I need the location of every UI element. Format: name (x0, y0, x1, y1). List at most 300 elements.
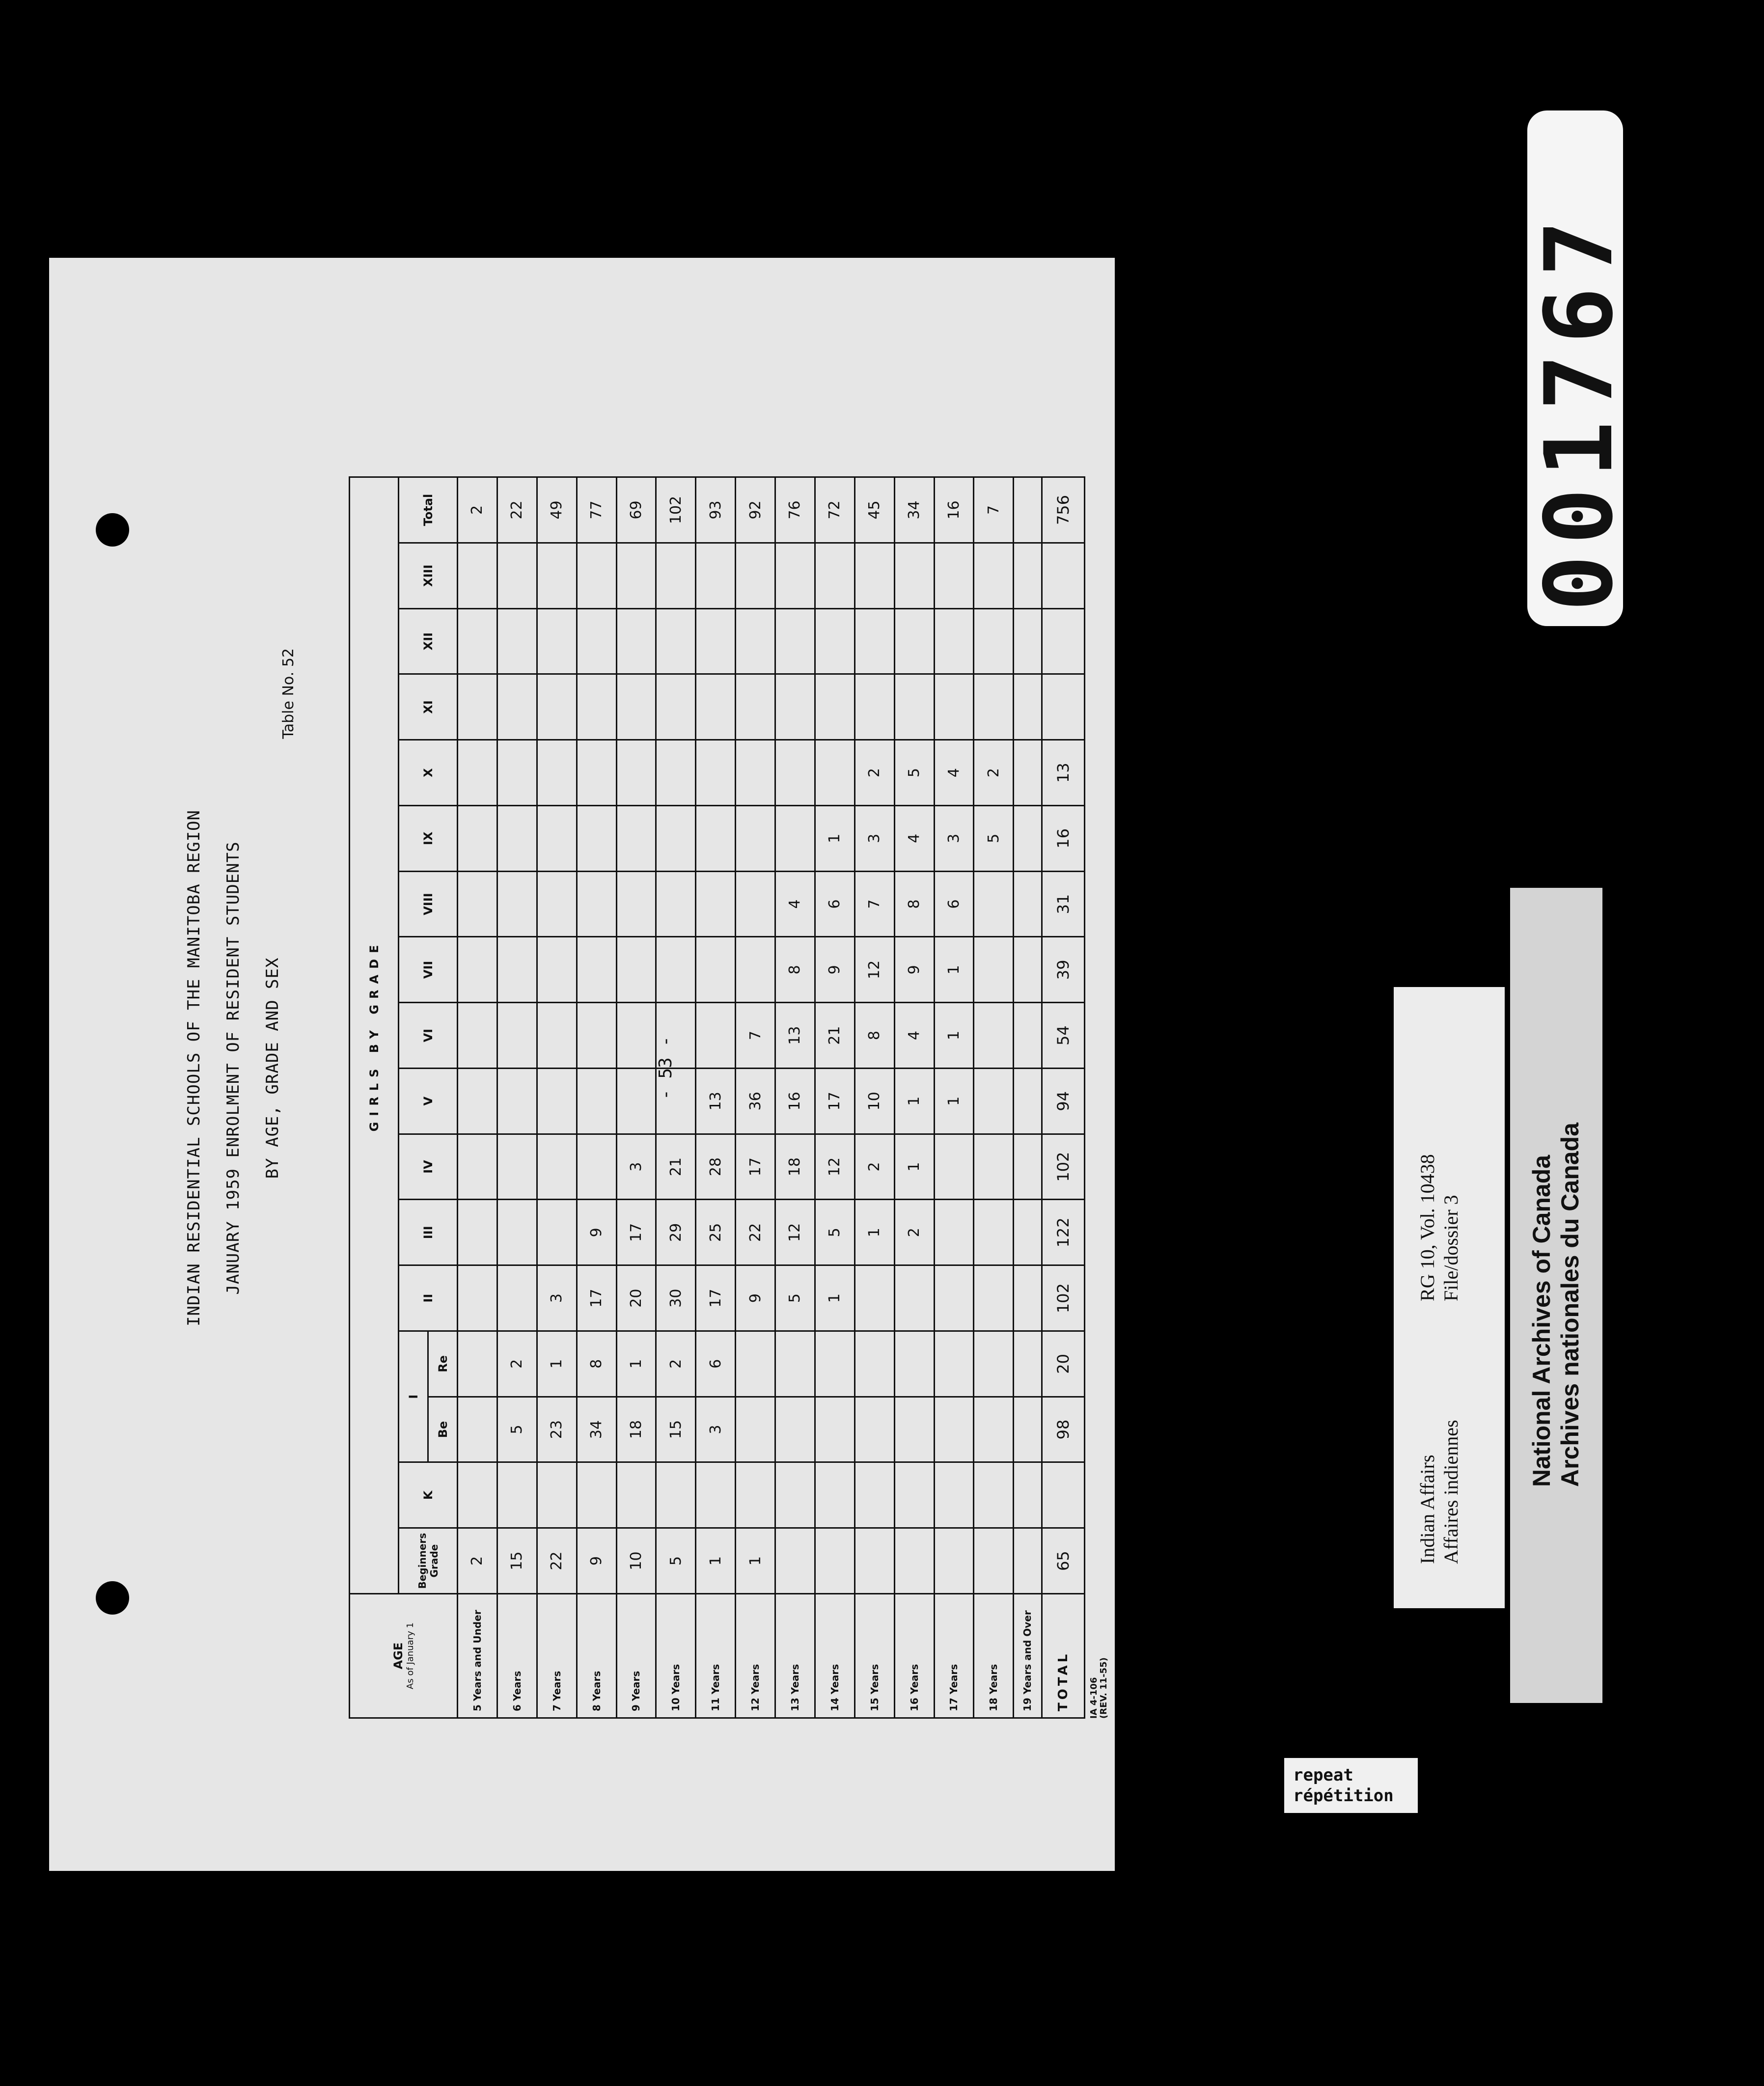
value-cell (894, 543, 934, 609)
value-cell: 22 (736, 1200, 775, 1265)
value-cell (775, 740, 815, 806)
value-cell (815, 674, 854, 740)
archive-label-line2: Affaires indiennes (1440, 1420, 1462, 1564)
value-cell (537, 1134, 577, 1200)
repeat-label-line2: répétition (1293, 1786, 1394, 1806)
total-cell (1042, 608, 1084, 674)
value-cell (577, 937, 616, 1003)
table-row (736, 477, 775, 1718)
value-cell: 49 (537, 477, 577, 543)
value-cell (656, 543, 696, 609)
value-cell (974, 1265, 1014, 1331)
value-cell: 1 (616, 1331, 656, 1397)
value-cell: 7 (854, 871, 894, 937)
col-header-viii: VIII (399, 871, 458, 937)
value-cell: 5 (894, 740, 934, 806)
age-cell: 10 Years (656, 1594, 696, 1718)
table-row (815, 477, 854, 1718)
value-cell (696, 806, 736, 872)
value-cell: 7 (736, 1003, 775, 1069)
table-row (656, 477, 696, 1718)
col-header-grade-one: I (399, 1331, 428, 1463)
value-cell (1014, 543, 1042, 609)
value-cell (497, 871, 537, 937)
value-cell (616, 543, 656, 609)
value-cell (1014, 806, 1042, 872)
value-cell: 6 (815, 871, 854, 937)
table-body (458, 477, 1085, 1718)
value-cell: 12 (815, 1134, 854, 1200)
value-cell: 34 (577, 1397, 616, 1462)
value-cell: 3 (537, 1265, 577, 1331)
value-cell (577, 1462, 616, 1528)
value-cell (458, 1397, 497, 1462)
value-cell (934, 1134, 974, 1200)
value-cell: 17 (736, 1134, 775, 1200)
value-cell: 5 (974, 806, 1014, 872)
value-cell: 22 (537, 1528, 577, 1594)
value-cell (458, 937, 497, 1003)
value-cell (934, 1265, 974, 1331)
value-cell (458, 674, 497, 740)
value-cell: 30 (656, 1265, 696, 1331)
table-row (854, 477, 894, 1718)
value-cell (775, 1462, 815, 1528)
value-cell: 28 (696, 1134, 736, 1200)
value-cell (815, 1331, 854, 1397)
value-cell: 3 (696, 1397, 736, 1462)
value-cell (854, 1331, 894, 1397)
value-cell (775, 1528, 815, 1594)
value-cell (854, 1265, 894, 1331)
value-cell (815, 740, 854, 806)
value-cell (537, 806, 577, 872)
archives-stamp-text (1527, 1123, 1584, 1487)
value-cell: 3 (934, 806, 974, 872)
value-cell (696, 608, 736, 674)
age-cell: 12 Years (736, 1594, 775, 1718)
value-cell (815, 608, 854, 674)
value-cell (1014, 1069, 1042, 1134)
value-cell: 9 (815, 937, 854, 1003)
value-cell: 102 (656, 477, 696, 543)
value-cell: 1 (815, 806, 854, 872)
archives-stamp-line2: Archives nationales du Canada (1556, 1123, 1584, 1487)
value-cell (775, 543, 815, 609)
value-cell (894, 1331, 934, 1397)
value-cell (458, 1003, 497, 1069)
table-row (934, 477, 974, 1718)
age-cell: 13 Years (775, 1594, 815, 1718)
table-row (1014, 477, 1042, 1718)
value-cell: 1 (934, 1069, 974, 1134)
value-cell (974, 1134, 1014, 1200)
value-cell: 1 (815, 1265, 854, 1331)
value-cell (656, 871, 696, 937)
value-cell (1014, 1397, 1042, 1462)
value-cell (974, 1200, 1014, 1265)
enrolment-table (349, 476, 1085, 1719)
total-row (1042, 477, 1084, 1718)
age-cell: 17 Years (934, 1594, 974, 1718)
value-cell (458, 1265, 497, 1331)
value-cell (656, 806, 696, 872)
table-row (497, 477, 537, 1718)
value-cell (736, 806, 775, 872)
document-page (49, 258, 1115, 1871)
page-number: - 53 - (656, 1036, 676, 1100)
col-header-ii: II (399, 1265, 458, 1331)
value-cell (537, 740, 577, 806)
value-cell (736, 937, 775, 1003)
value-cell (616, 871, 656, 937)
col-header-xi: XI (399, 674, 458, 740)
archive-ref-text (1416, 1154, 1463, 1301)
value-cell (458, 1134, 497, 1200)
col-header-vi: VI (399, 1003, 458, 1069)
value-cell (736, 1397, 775, 1462)
table-row (775, 477, 815, 1718)
film-number-text: 001767 (1525, 209, 1633, 611)
archive-label-line1: Indian Affairs (1416, 1455, 1438, 1564)
value-cell: 6 (696, 1331, 736, 1397)
value-cell (934, 1397, 974, 1462)
value-cell (815, 1397, 854, 1462)
value-cell (894, 1397, 934, 1462)
value-cell (458, 1331, 497, 1397)
group-header: GIRLS BY GRADE (350, 477, 399, 1594)
table-row (616, 477, 656, 1718)
value-cell: 34 (894, 477, 934, 543)
col-header-iv: IV (399, 1134, 458, 1200)
value-cell: 10 (854, 1069, 894, 1134)
value-cell (696, 543, 736, 609)
value-cell: 6 (934, 871, 974, 937)
value-cell (894, 1528, 934, 1594)
age-subheader: As of January 1 (405, 1622, 415, 1689)
value-cell (616, 937, 656, 1003)
table-row (458, 477, 497, 1718)
value-cell (1014, 871, 1042, 937)
value-cell: 18 (616, 1397, 656, 1462)
value-cell: 17 (577, 1265, 616, 1331)
total-cell: 102 (1042, 1265, 1084, 1331)
value-cell: 9 (577, 1528, 616, 1594)
value-cell: 93 (696, 477, 736, 543)
value-cell (458, 871, 497, 937)
total-cell: 65 (1042, 1528, 1084, 1594)
value-cell (934, 674, 974, 740)
age-cell: 19 Years and Over (1014, 1594, 1042, 1718)
value-cell (616, 740, 656, 806)
value-cell (537, 937, 577, 1003)
value-cell (1014, 1265, 1042, 1331)
film-number-wrap (1525, 210, 1633, 611)
total-cell (1042, 543, 1084, 609)
value-cell: 9 (894, 937, 934, 1003)
value-cell (974, 1069, 1014, 1134)
value-cell: 8 (854, 1003, 894, 1069)
total-cell: 39 (1042, 937, 1084, 1003)
total-cell (1042, 674, 1084, 740)
value-cell (974, 1528, 1014, 1594)
value-cell: 9 (736, 1265, 775, 1331)
film-frame-number (1525, 110, 1633, 626)
value-cell (696, 740, 736, 806)
value-cell (656, 674, 696, 740)
value-cell (537, 1462, 577, 1528)
value-cell (974, 608, 1014, 674)
col-header-xii: XII (399, 608, 458, 674)
value-cell (736, 1462, 775, 1528)
table-row (696, 477, 736, 1718)
value-cell: 8 (577, 1331, 616, 1397)
value-cell (974, 1331, 1014, 1397)
document-subtitle: JANUARY 1959 ENROLMENT OF RESIDENT STUDENTS (223, 841, 243, 1295)
value-cell (577, 1003, 616, 1069)
archive-reference-label (1394, 987, 1505, 1608)
age-cell: 5 Years and Under (458, 1594, 497, 1718)
value-cell: 45 (854, 477, 894, 543)
col-header-xiii: XIII (399, 543, 458, 609)
col-header-k: K (399, 1462, 458, 1528)
value-cell (1014, 1331, 1042, 1397)
value-cell (616, 1003, 656, 1069)
value-cell (854, 608, 894, 674)
value-cell: 4 (894, 806, 934, 872)
value-cell (497, 1003, 537, 1069)
value-cell: 12 (775, 1200, 815, 1265)
value-cell (934, 543, 974, 609)
value-cell: 9 (577, 1200, 616, 1265)
value-cell (1014, 1462, 1042, 1528)
value-cell (497, 806, 537, 872)
value-cell (656, 937, 696, 1003)
value-cell (854, 1397, 894, 1462)
value-cell (616, 806, 656, 872)
age-cell: 9 Years (616, 1594, 656, 1718)
value-cell: 3 (854, 806, 894, 872)
total-cell: 102 (1042, 1134, 1084, 1200)
value-cell (497, 1200, 537, 1265)
value-cell (775, 806, 815, 872)
value-cell: 10 (616, 1528, 656, 1594)
value-cell (616, 1069, 656, 1134)
age-cell: 6 Years (497, 1594, 537, 1718)
value-cell (854, 543, 894, 609)
value-cell: 3 (616, 1134, 656, 1200)
value-cell: 23 (537, 1397, 577, 1462)
table-row (577, 477, 616, 1718)
value-cell: 2 (974, 740, 1014, 806)
value-cell: 16 (775, 1069, 815, 1134)
value-cell: 5 (497, 1397, 537, 1462)
value-cell (497, 543, 537, 609)
value-cell (894, 1462, 934, 1528)
value-cell (458, 1462, 497, 1528)
total-cell (1042, 1462, 1084, 1528)
age-cell: 11 Years (696, 1594, 736, 1718)
value-cell: 1 (736, 1528, 775, 1594)
value-cell (1014, 1200, 1042, 1265)
value-cell (497, 1069, 537, 1134)
value-cell (577, 608, 616, 674)
value-cell (696, 871, 736, 937)
document-subtitle-2: BY AGE, GRADE AND SEX (263, 957, 282, 1179)
value-cell (974, 1003, 1014, 1069)
total-cell: 122 (1042, 1200, 1084, 1265)
col-header-x: X (399, 740, 458, 806)
value-cell: 72 (815, 477, 854, 543)
repeat-label-line1: repeat (1293, 1765, 1353, 1785)
value-cell: 2 (854, 1134, 894, 1200)
total-cell: 98 (1042, 1397, 1084, 1462)
value-cell (577, 674, 616, 740)
value-cell: 1 (934, 937, 974, 1003)
table-row (894, 477, 934, 1718)
col-header-v: V (399, 1069, 458, 1134)
value-cell (974, 1462, 1014, 1528)
age-cell: 18 Years (974, 1594, 1014, 1718)
value-cell (537, 1200, 577, 1265)
value-cell: 92 (736, 477, 775, 543)
value-cell (775, 1397, 815, 1462)
value-cell (736, 1331, 775, 1397)
value-cell (458, 1069, 497, 1134)
value-cell (497, 1134, 537, 1200)
value-cell (656, 1069, 696, 1134)
value-cell: 76 (775, 477, 815, 543)
value-cell (497, 608, 537, 674)
col-header-be: Be (428, 1397, 458, 1462)
value-cell (974, 937, 1014, 1003)
col-header-beginners: Beginners Grade (399, 1528, 458, 1594)
value-cell: 1 (894, 1134, 934, 1200)
value-cell (894, 674, 934, 740)
value-cell (656, 1462, 696, 1528)
value-cell (775, 608, 815, 674)
value-cell (1014, 937, 1042, 1003)
total-cell: 94 (1042, 1069, 1084, 1134)
value-cell (458, 740, 497, 806)
total-cell: 54 (1042, 1003, 1084, 1069)
value-cell: 5 (775, 1265, 815, 1331)
value-cell (537, 543, 577, 609)
value-cell (616, 1462, 656, 1528)
form-code-line2: (REV. 11-55) (1099, 1657, 1109, 1719)
value-cell: 77 (577, 477, 616, 543)
value-cell (497, 740, 537, 806)
archive-ref-line2: File/dossier 3 (1440, 1195, 1462, 1301)
value-cell (537, 871, 577, 937)
value-cell (974, 1397, 1014, 1462)
value-cell (1014, 477, 1042, 543)
age-cell: 7 Years (537, 1594, 577, 1718)
value-cell (577, 1134, 616, 1200)
value-cell: 36 (736, 1069, 775, 1134)
value-cell (537, 608, 577, 674)
value-cell: 29 (656, 1200, 696, 1265)
value-cell (974, 674, 1014, 740)
value-cell (656, 1003, 696, 1069)
value-cell (577, 740, 616, 806)
value-cell (696, 1003, 736, 1069)
value-cell: 5 (815, 1200, 854, 1265)
age-cell: 14 Years (815, 1594, 854, 1718)
archive-label-text (1416, 1420, 1463, 1564)
value-cell (497, 937, 537, 1003)
value-cell (577, 871, 616, 937)
table-row (537, 477, 577, 1718)
repeat-label (1284, 1758, 1418, 1813)
value-cell (616, 674, 656, 740)
value-cell: 25 (696, 1200, 736, 1265)
value-cell (854, 674, 894, 740)
rotated-content (49, 265, 1110, 1871)
value-cell (736, 740, 775, 806)
value-cell (736, 608, 775, 674)
value-cell (696, 674, 736, 740)
archives-stamp-line1: National Archives of Canada (1528, 1154, 1555, 1487)
value-cell: 2 (854, 740, 894, 806)
value-cell: 4 (894, 1003, 934, 1069)
value-cell (736, 871, 775, 937)
value-cell (934, 1200, 974, 1265)
total-cell: 13 (1042, 740, 1084, 806)
value-cell: 5 (656, 1528, 696, 1594)
archive-ref-line1: RG 10, Vol. 10438 (1416, 1154, 1438, 1301)
value-cell (974, 543, 1014, 609)
total-label: TOTAL (1042, 1594, 1084, 1718)
total-cell: 20 (1042, 1331, 1084, 1397)
value-cell (577, 543, 616, 609)
value-cell (497, 674, 537, 740)
value-cell: 17 (616, 1200, 656, 1265)
value-cell (1014, 1003, 1042, 1069)
age-cell: 8 Years (577, 1594, 616, 1718)
value-cell: 2 (458, 477, 497, 543)
value-cell (854, 1528, 894, 1594)
col-header-re: Re (428, 1331, 458, 1397)
value-cell: 12 (854, 937, 894, 1003)
value-cell (974, 871, 1014, 937)
table-number: Table No. 52 (280, 648, 297, 739)
value-cell (1014, 1528, 1042, 1594)
value-cell (458, 543, 497, 609)
form-code (1089, 1657, 1109, 1719)
value-cell (696, 1462, 736, 1528)
value-cell: 1 (537, 1331, 577, 1397)
value-cell (775, 1331, 815, 1397)
value-cell: 16 (934, 477, 974, 543)
value-cell (934, 1462, 974, 1528)
total-cell: 31 (1042, 871, 1084, 937)
col-header-total: Total (399, 477, 458, 543)
age-cell: 15 Years (854, 1594, 894, 1718)
value-cell (736, 674, 775, 740)
document-title: INDIAN RESIDENTIAL SCHOOLS OF THE MANITOBA REGION (184, 809, 204, 1327)
value-cell (537, 1069, 577, 1134)
value-cell (934, 608, 974, 674)
value-cell (815, 543, 854, 609)
col-header-vii: VII (399, 937, 458, 1003)
value-cell: 1 (854, 1200, 894, 1265)
value-cell: 18 (775, 1134, 815, 1200)
value-cell (815, 1462, 854, 1528)
value-cell (1014, 1134, 1042, 1200)
value-cell (656, 740, 696, 806)
col-header-ix: IX (399, 806, 458, 872)
